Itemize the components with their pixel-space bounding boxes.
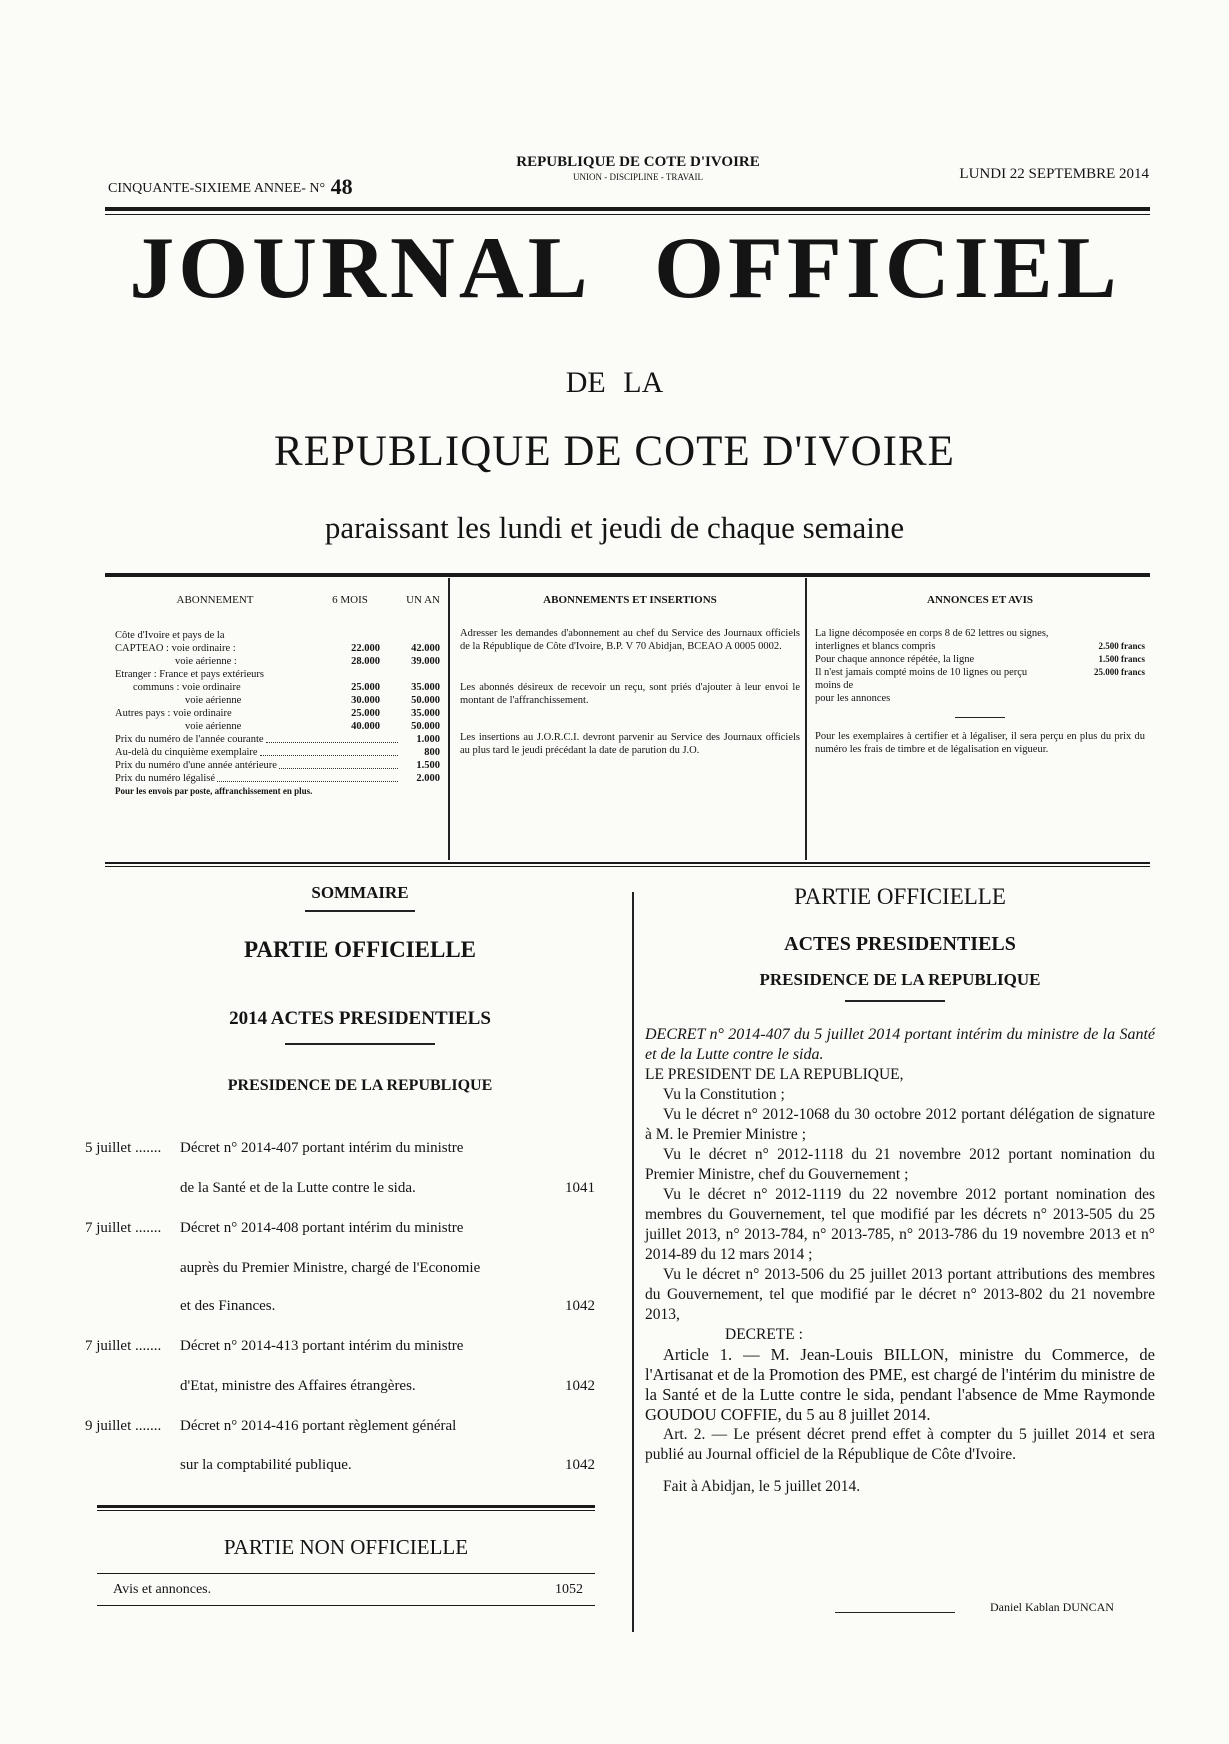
header-rule-thin — [105, 214, 1150, 215]
decree-vu: Vu le décret n° 2012-1118 du 21 novembre 2012 portant nomination du Premier Ministre, chef du Gouvernement ; — [645, 1146, 1155, 1183]
toc-page: 1042 — [565, 1378, 595, 1394]
price-row: Prix du numéro de l'année courante 1.000 — [115, 734, 440, 745]
price-row: Au-delà du cinquième exemplaire 800 — [115, 747, 440, 758]
non-officielle-rule-thin — [97, 1510, 595, 1511]
decree-actes: ACTES PRESIDENTIELS — [784, 933, 1016, 955]
partie-non-officielle: PARTIE NON OFFICIELLE — [223, 1535, 469, 1559]
sommaire-title: SOMMAIRE — [311, 883, 409, 902]
non-officielle-rule — [97, 1505, 595, 1508]
toc-entry: 9 juillet ....... Décret n° 2014-416 portant règlement général — [85, 1418, 457, 1434]
rates-header — [115, 594, 440, 607]
box-top-rule — [105, 573, 1150, 577]
toc-page: 1042 — [565, 1457, 595, 1473]
decree-article-2: Art. 2. — Le présent décret prend effet à compter du 5 juillet 2014 et sera publié au Journal officiel de la République de Côte d'Ivoire. — [645, 1426, 1155, 1463]
header-motto: UNION - DISCIPLINE - TRAVAIL — [573, 172, 703, 182]
annonce-rate-row: Il n'est jamais compté moins de 10 lignes ou perçu moins de 25.000 francs — [815, 667, 1145, 691]
rates-col-1y: UN AN — [406, 594, 440, 606]
price-row: Prix du numéro légalisé 2.000 — [115, 773, 440, 784]
rates-heading: ABONNEMENT — [176, 594, 254, 606]
price-row: Prix du numéro d'une année antérieure 1.500 — [115, 760, 440, 771]
toc-entry: 7 juillet ....... Décret n° 2014-408 portant intérim du ministre — [85, 1220, 464, 1236]
sommaire-presidence: PRESIDENCE DE LA REPUBLIQUE — [227, 1077, 493, 1094]
rate-row: voie aérienne : 28.000 39.000 — [175, 656, 440, 667]
insertions-info — [460, 594, 800, 757]
toc-entry: 7 juillet ....... Décret n° 2014-413 portant intérim du ministre — [85, 1338, 464, 1354]
box-divider-1 — [448, 578, 450, 860]
annonce-rate-row: La ligne décomposée en corps 8 de 62 lettres ou signes, interlignes et blancs compris 2.500 francs — [815, 628, 1145, 652]
annonce-tail: pour les annonces — [815, 693, 891, 704]
toc-entry-cont: auprès du Premier Ministre, chargé de l'Economie — [180, 1260, 481, 1276]
insertions-heading: ABONNEMENTS ET INSERTIONS — [543, 594, 717, 606]
annonces-note: Pour les exemplaires à certifier et à légaliser, il sera perçu en plus du prix du numéro les frais de timbre et de légalisation en vigueur. — [815, 731, 1145, 755]
decree-presidence: PRESIDENCE DE LA REPUBLIQUE — [759, 970, 1041, 989]
toc-page: 1041 — [565, 1180, 595, 1196]
masthead-de-la: DE LA — [565, 366, 664, 399]
decree-partie: PARTIE OFFICIELLE — [794, 884, 1006, 909]
signature-rule — [835, 1612, 955, 1613]
decree-article-1: Article 1. — M. Jean-Louis BILLON, ministre du Commerce, de l'Artisanat et de la Promotion des PME, est chargé de l'intérim du ministre de la Santé et de la Lutte contre le sida, pendant l'absence de Mme Raymonde GOUDOU COFFIE, du 5 au 8 juillet 2014. — [645, 1345, 1155, 1424]
rate-row: communs : voie ordinaire 25.000 35.000 — [133, 682, 440, 693]
decree-body — [645, 1025, 1155, 1497]
rates-intro: Côte d'Ivoire et pays de la — [115, 630, 225, 641]
toc-entry-cont: sur la comptabilité publique. 1042 — [180, 1457, 595, 1473]
box-bottom-rule — [105, 862, 1150, 864]
annonce-rate-row: Pour chaque annonce répétée, la ligne 1.500 francs — [815, 654, 1145, 665]
issue-date: LUNDI 22 SEPTEMBRE 2014 — [959, 166, 1149, 182]
box-divider-2 — [805, 578, 807, 860]
sommaire-partie: PARTIE OFFICIELLE — [244, 937, 476, 962]
masthead-country: REPUBLIQUE DE COTE D'IVOIRE — [274, 428, 955, 475]
rate-row: Etranger : France et pays extérieurs — [115, 669, 264, 680]
toc-entry-cont: de la Santé et de la Lutte contre le sida. 1041 — [180, 1180, 595, 1196]
masthead-title: JOURNAL OFFICIEL — [129, 220, 1121, 317]
decree-signature: Daniel Kablan DUNCAN — [990, 1600, 1114, 1614]
toc-entry: 5 juillet ....... Décret n° 2014-407 portant intérim du ministre — [85, 1140, 464, 1156]
decree-presidence-rule — [845, 1000, 945, 1002]
decree-title: DECRET n° 2014-407 du 5 juillet 2014 portant intérim du ministre de la Santé et de la Lutte contre le sida. — [645, 1026, 1155, 1063]
decree-president: LE PRESIDENT DE LA REPUBLIQUE, — [645, 1066, 904, 1083]
decree-decrete: DECRETE : — [725, 1326, 803, 1343]
box-bottom-rule-thin — [105, 866, 1150, 867]
header-republic-name: REPUBLIQUE DE COTE D'IVOIRE — [516, 154, 760, 170]
annonces-rule — [955, 717, 1005, 718]
toc-entry-cont: d'Etat, ministre des Affaires étrangères. 1042 — [180, 1378, 595, 1394]
avis-rule — [97, 1573, 595, 1574]
masthead-frequency: paraissant les lundi et jeudi de chaque semaine — [324, 510, 905, 545]
insertions-p1: Adresser les demandes d'abonnement au chef du Service des Journaux officiels de la République de Côte d'Ivoire, B.P. V 70 Abidjan, BCEAO A 0005 0002. — [460, 628, 800, 652]
postal-note: Pour les envois par poste, affranchissement en plus. — [115, 786, 313, 796]
annonces-info — [815, 594, 1145, 756]
year-label: CINQUANTE-SIXIEME ANNEE- N° — [108, 181, 326, 196]
issue-number — [108, 174, 353, 200]
avis-label: Avis et annonces. — [113, 1582, 212, 1597]
insertions-p2: Les abonnés désireux de recevoir un reçu, sont priés d'ajouter à leur envoi le montant de l'affranchissement. — [460, 682, 800, 706]
rates-col-6m: 6 MOIS — [332, 594, 368, 606]
subscription-box — [105, 578, 1150, 860]
toc-page: 1042 — [565, 1298, 595, 1314]
sommaire-actes: 2014 ACTES PRESIDENTIELS — [229, 1008, 491, 1029]
decree-vu: Vu le décret n° 2012-1068 du 30 octobre 2012 portant délégation de signature à M. le Premier Ministre ; — [645, 1106, 1155, 1143]
decree-fait: Fait à Abidjan, le 5 juillet 2014. — [663, 1478, 861, 1495]
rate-row: voie aérienne 40.000 50.000 — [185, 721, 440, 732]
annonces-heading: ANNONCES ET AVIS — [927, 594, 1033, 606]
rate-row: Autres pays : voie ordinaire 25.000 35.000 — [115, 708, 440, 719]
header-republic — [478, 154, 798, 182]
decree-vu: Vu le décret n° 2013-506 du 25 juillet 2013 portant attributions des membres du Gouvernement, tel que modifié par le décret n° 2013-802 du 21 novembre 2013, — [645, 1266, 1155, 1323]
toc-entry-cont: et des Finances. 1042 — [180, 1298, 595, 1314]
avis-page: 1052 — [555, 1582, 583, 1597]
avis-rule-bottom — [97, 1605, 595, 1606]
insertions-p3: Les insertions au J.O.R.C.I. devront parvenir au Service des Journaux officiels au plus tard le jeudi précédant la date de parution du J.O. — [460, 732, 800, 756]
toc-list — [85, 1140, 595, 1490]
sommaire-rule — [305, 910, 415, 912]
sommaire-actes-rule — [285, 1043, 435, 1045]
decree-vu: Vu le décret n° 2012-1119 du 22 novembre 2012 portant nomination des membres du Gouvernement, tel que modifié par les décrets n° 2013-505 du 25 juillet 2013, n° 2013-784, n° 2013-785, n° 2013-786 du 19 novembre 2013 et n° 2014-89 du 12 mars 2014 ; — [645, 1186, 1155, 1263]
rate-row: CAPTEAO : voie ordinaire : 22.000 42.000 — [115, 643, 440, 654]
header-rule — [105, 207, 1150, 211]
issue-number-value: 48 — [330, 174, 353, 199]
rate-row: voie aérienne 30.000 50.000 — [185, 695, 440, 706]
subscription-rates — [115, 594, 440, 798]
decree-vu: Vu la Constitution ; — [663, 1086, 785, 1103]
column-divider — [632, 892, 634, 1632]
